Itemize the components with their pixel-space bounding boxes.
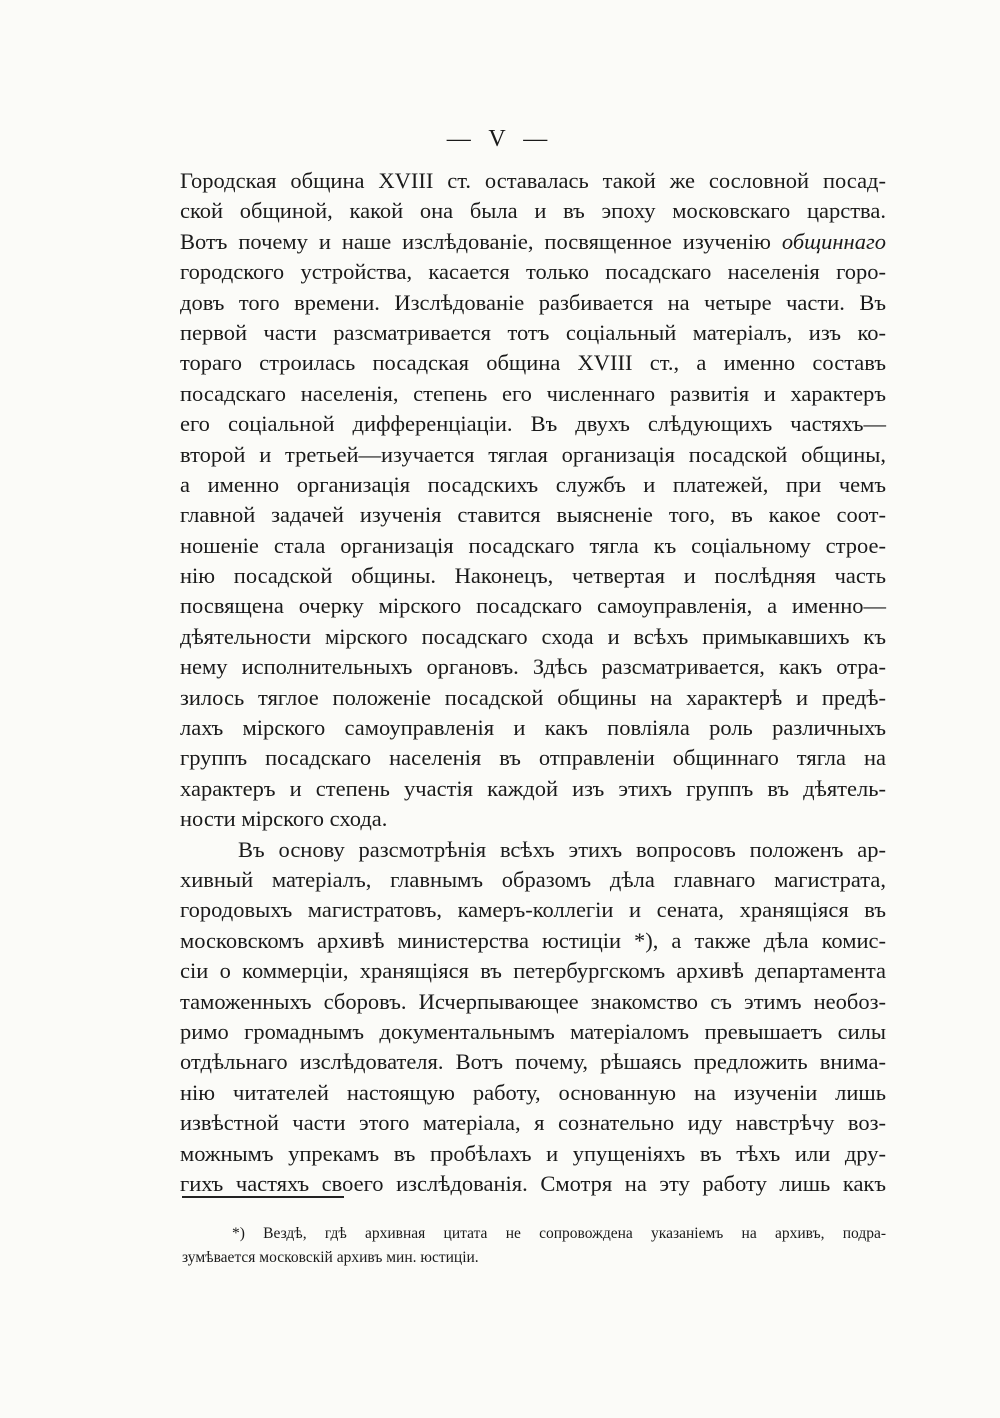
text-line: отдѣльнаго изслѣдователя. Вотъ почему, рѣшаясь предложить внима-	[180, 1049, 886, 1075]
text-line: нію читателей настоящую работу, основанную на изученіи лишь	[180, 1079, 886, 1105]
body-text	[180, 166, 886, 1199]
text-line: римо громаднымъ документальнымъ матеріаломъ превышаетъ силы	[180, 1018, 886, 1044]
paragraph-2	[180, 835, 886, 1200]
text-line: тораго строилась посадская община XVIII ст., а именно составъ	[180, 350, 886, 376]
text-line: извѣстной части этого матеріала, я сознательно иду навстрѣчу воз-	[180, 1110, 886, 1136]
paragraph-1	[180, 166, 886, 835]
text-line: лахъ мірского самоуправленія и какъ повліяла роль различныхъ	[180, 715, 886, 741]
text-line: довъ того времени. Изслѣдованіе разбивается на четыре части. Въ	[180, 289, 886, 315]
text-line: группъ посадскаго населенія въ отправленіи общиннаго тягла на	[180, 745, 886, 771]
text-line: второй и третьей—изучается тяглая организація посадской общины,	[180, 441, 886, 467]
page-number: — V —	[446, 126, 554, 152]
footnote	[182, 1222, 886, 1270]
text-line: характеръ и степень участія каждой изъ этихъ группъ въ дѣятель-	[180, 775, 886, 801]
text-line: нію посадской общины. Наконецъ, четвертая и послѣдняя часть	[180, 563, 886, 589]
text-line	[180, 227, 886, 257]
text-line: ской общиной, какой она была и въ эпоху московскаго царства.	[180, 198, 886, 224]
text-line: а именно организація посадскихъ службъ и платежей, при чемъ	[180, 471, 886, 497]
text-line: московскомъ архивѣ министерства юстиціи *), а также дѣла комис-	[180, 927, 886, 953]
footnote-divider	[182, 1196, 344, 1198]
text-line: таможенныхъ сборовъ. Исчерпывающее знакомство съ этимъ необоз-	[180, 988, 886, 1014]
text-line: городовыхъ магистратовъ, камеръ-коллегіи и сената, хранящіяся въ	[180, 897, 886, 923]
footnote-line: зумѣвается московскій архивъ мин. юстиціи.	[182, 1249, 479, 1266]
text-fragment: Вотъ почему и наше изслѣдованіе, посвященное изученію	[180, 228, 782, 254]
text-line: нему исполнительныхъ органовъ. Здѣсь разсматривается, какъ отра-	[180, 654, 886, 680]
text-line: гихъ частяхъ своего изслѣдованія. Смотря на эту работу лишь какъ	[180, 1170, 886, 1196]
text-line: ношеніе стала организація посадскаго тягла къ соціальному строе-	[180, 532, 886, 558]
text-line: хивный матеріалъ, главнымъ образомъ дѣла главнаго магистрата,	[180, 866, 886, 892]
text-line: можнымъ упрекамъ въ пробѣлахъ и упущеніяхъ въ тѣхъ или дру-	[180, 1140, 886, 1166]
text-line: городского устройства, касается только посадскаго населенія горо-	[180, 259, 886, 285]
text-line: посадскаго населенія, степень его численнаго развитія и характеръ	[180, 380, 886, 406]
text-line: Городская община XVIII ст. оставалась такой же сословной посад-	[180, 168, 886, 193]
italic-word: общиннаго	[781, 228, 886, 254]
footnote-line: *) Вездѣ, гдѣ архивная цитата не сопровождена указаніемъ на архивъ, подра-	[232, 1225, 886, 1242]
text-line: зилось тяглое положеніе посадской общины на характерѣ и предѣ-	[180, 684, 886, 710]
text-line: сіи о коммерціи, хранящіяся въ петербургскомъ архивѣ департамента	[180, 958, 886, 984]
text-line: ности мірского схода.	[180, 806, 388, 832]
text-line: дѣятельности мірского посадскаго схода и всѣхъ примыкавшихъ къ	[180, 623, 886, 649]
text-line: посвящена очерку мірского посадскаго самоуправленія, а именно—	[180, 593, 886, 619]
text-line: его соціальной дифференціаціи. Въ двухъ слѣдующихъ частяхъ—	[180, 411, 886, 437]
text-line: главной задачей изученія ставится выясненіе того, въ какое соот-	[180, 502, 886, 528]
text-line: первой части разсматривается тотъ соціальный матеріалъ, изъ ко-	[180, 319, 886, 345]
text-line: Въ основу разсмотрѣнія всѣхъ этихъ вопросовъ положенъ ар-	[238, 836, 886, 862]
